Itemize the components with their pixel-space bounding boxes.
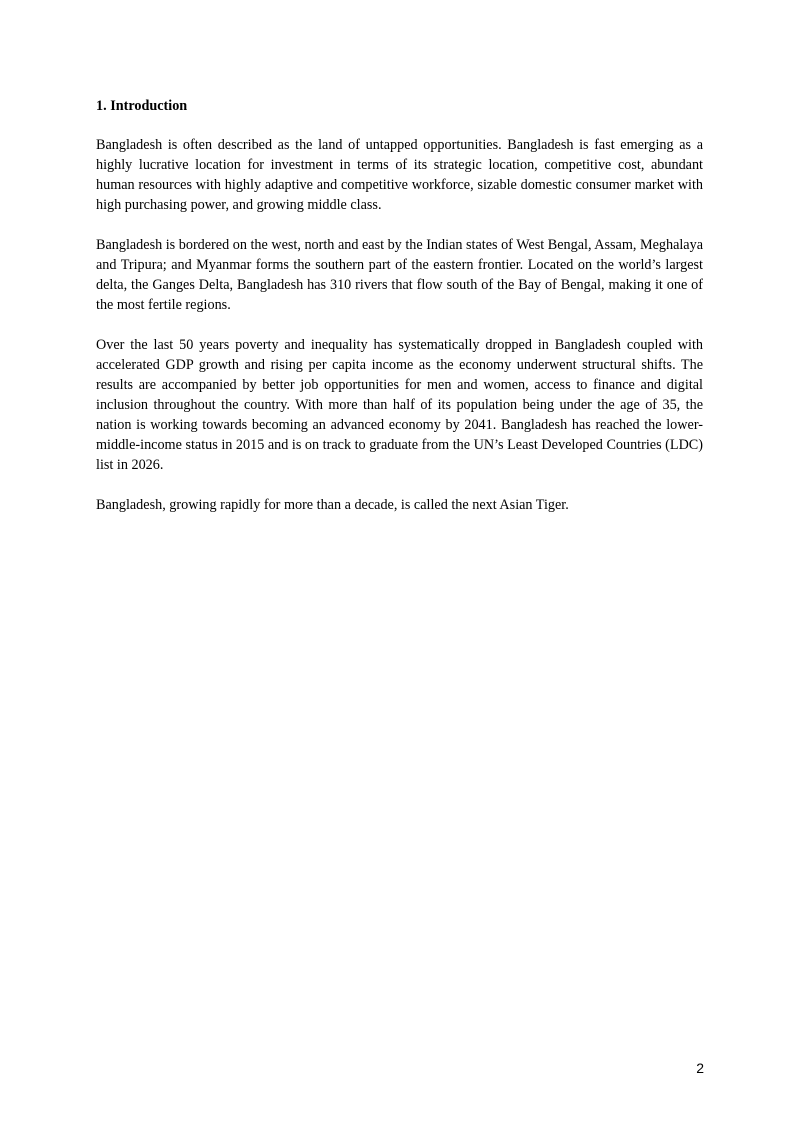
paragraph-economy: Over the last 50 years poverty and inequality has systematically dropped in Bangladesh coupled with accelerated GDP growth and rising per capita income as the economy underwent structural shifts. The results are accompanied by better job opportunities for men and women, access to finance and digital inclusion throughout the country. With more than half of its population being under the age of 35, the nation is working towards becoming an advanced economy by 2041. Bangladesh has reached the lower-middle-income status in 2015 and is on track to graduate from the UN’s Least Developed Countries (LDC) list in 2026.: [96, 337, 703, 473]
paragraph-asian-tiger: Bangladesh, growing rapidly for more than a decade, is called the next Asian Tiger.: [96, 497, 569, 513]
page-content: [96, 96, 703, 535]
paragraph-opportunities: Bangladesh is often described as the land of untapped opportunities. Bangladesh is fast emerging as a highly lucrative location for investment in terms of its strategic location, competitive cost, abundant human resources with highly adaptive and competitive workforce, sizable domestic consumer market with high purchasing power, and growing middle class.: [96, 137, 703, 213]
paragraph-geography: Bangladesh is bordered on the west, north and east by the Indian states of West Bengal, Assam, Meghalaya and Tripura; and Myanmar forms the southern part of the eastern frontier. Located on the world’s largest delta, the Ganges Delta, Bangladesh has 310 rivers that flow south of the Bay of Bengal, making it one of the most fertile regions.: [96, 237, 703, 313]
section-heading: 1. Introduction: [96, 98, 188, 114]
page-number: 2: [696, 1060, 704, 1076]
